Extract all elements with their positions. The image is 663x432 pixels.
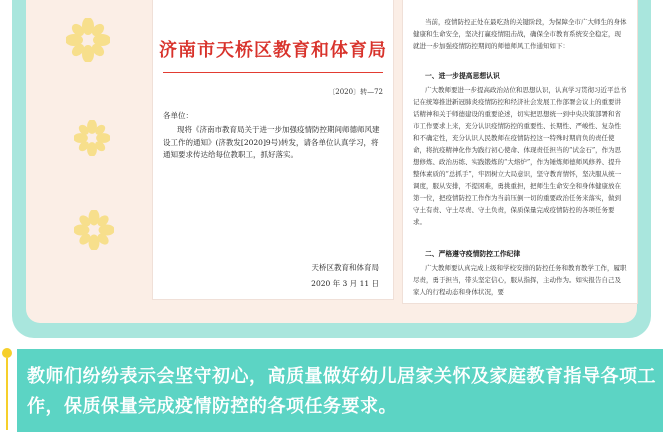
caption-box (17, 349, 663, 432)
doc-body: 现将《济南市教育局关于进一步加强疫情防控期间师德师风建设工作的通知》(济教发[2020]9号)转发，请各单位认真学习，将通知要求传达给每位教职工，抓好落实。 (163, 125, 380, 159)
flower-icon (66, 18, 110, 62)
caption-dot (2, 348, 12, 358)
notice-page-left (153, 0, 393, 299)
section-heading-2: 二、严格遵守疫情防控工作纪律 (425, 250, 521, 258)
doc-intro: 当前，疫情防控正处在最吃劲的关键阶段，为保障全市广大师生的身体健康和生命安全，坚决打赢疫情阻击战，确保全市教育系统安全稳定，现就进一步加强疫情防控期间的师德师风工作通知如下： (413, 18, 627, 50)
section-paragraph-1: 广大教师要进一步提高政治站位和思想认识，认真学习贯彻习近平总书记在统筹推进新冠肺炎疫情防控和经济社会发展工作部署会议上的重要讲话精神和关于师德建设的重要论述，切实把思想统一到中央决策部署和省市工作要求上来，充分认识疫情防控的重要性、长期性、严峻性、复杂性和不确定性，充分认识人民教师在疫情防控这一特殊时期肩负的责任使命，将抗疫精神化作为践行初心使命、体现责任担当的“试金石”，作为思想修炼、政治历练、实践锻炼的“大熔炉”，作为锤炼师德师风修养、提升整体素质的“总抓手”，牢固树立大局意识，坚守教育情怀，坚决服从统一调度，服从安排，不提困难，勇挑重担，把师生生命安全和身体健康放在第一位，把疫情防控工作作为当前压倒一切的重要政治任务来落实，做到守土有责、守土尽责、守土负责，保质保量完成疫情防控的各项任务要求。 (413, 86, 627, 226)
notice-page-right (403, 0, 637, 303)
caption-text: 教师们纷纷表示会坚守初心，高质量做好幼儿居家关怀及家庭教育指导各项工作，保质保量完成疫情防控的各项任务要求。 (27, 366, 656, 417)
caption-line (6, 358, 8, 430)
title-divider (163, 72, 383, 73)
doc-title: 济南市天桥区教育和体育局 (159, 40, 387, 61)
doc-number: 〔2020〕转—72 (328, 88, 383, 96)
document-panel (26, 0, 637, 323)
doc-greeting: 各单位： (163, 111, 193, 120)
doc-issuer: 天桥区教育和体育局 (311, 263, 379, 272)
flower-icon (74, 120, 110, 156)
section-paragraph-2: 广大教师要认真完成上级和学校安排的防控任务和教育教学工作，履职尽责，勇于担当，带头坚定信心，服从指挥，主动作为。如实报告自己及家人的行程动态和身体状况，要 (413, 264, 627, 296)
flower-icon (74, 210, 114, 250)
section-heading-1: 一、进一步提高思想认识 (425, 72, 500, 80)
doc-date: 2020 年 3 月 11 日 (311, 279, 379, 288)
